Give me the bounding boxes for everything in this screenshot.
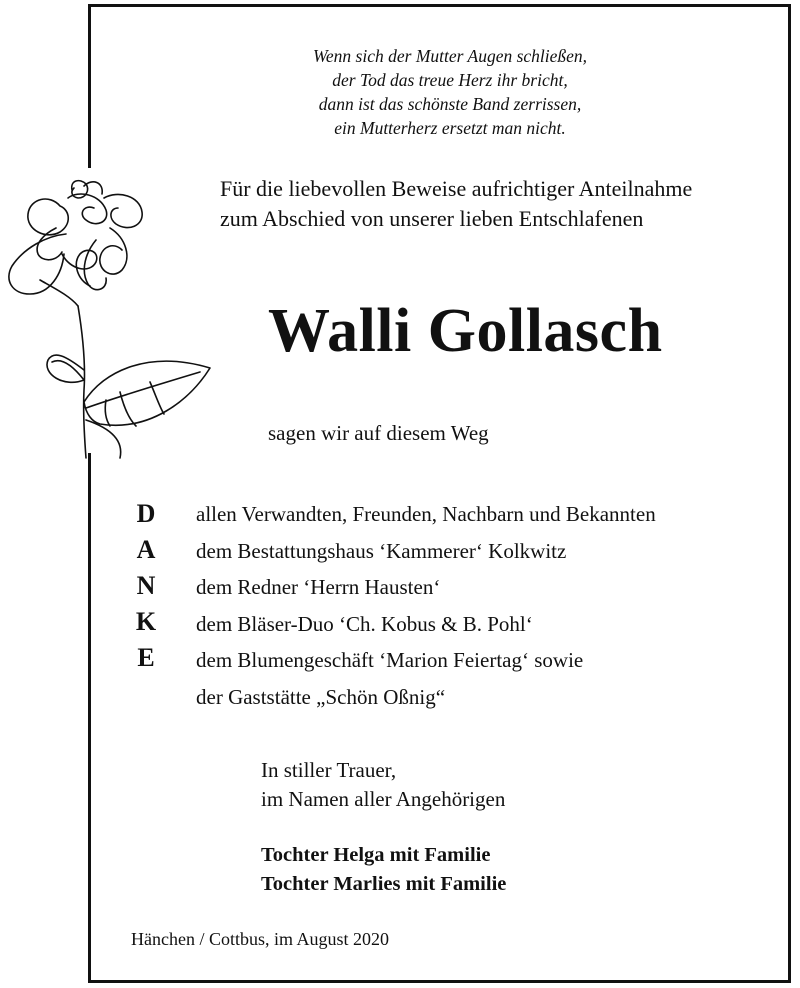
intro-text <box>220 174 692 234</box>
poem-line: Wenn sich der Mutter Augen schließen, <box>312 46 588 66</box>
thanks-line: der Gaststätte „Schön Oßnig“ <box>196 684 446 709</box>
poem-line: der Tod das treue Herz ihr bricht, <box>332 70 568 90</box>
danke-letter: N <box>136 571 156 600</box>
family-line: Tochter Helga mit Familie <box>261 844 491 866</box>
mourning-text <box>261 756 505 814</box>
danke-letter: E <box>137 643 155 672</box>
danke-letter: K <box>135 607 157 636</box>
family-signatures <box>261 841 506 899</box>
thanks-line: dem Redner ‘Herrn Hausten‘ <box>196 575 441 599</box>
family-line: Tochter Marlies mit Familie <box>261 873 507 895</box>
deceased-name: Walli Gollasch <box>268 297 663 365</box>
thanks-line: allen Verwandten, Freunden, Nachbarn und Bekannten <box>196 502 656 526</box>
thanks-list <box>196 496 656 715</box>
closing-phrase: sagen wir auf diesem Weg <box>268 421 489 445</box>
danke-letter: D <box>136 499 156 528</box>
memorial-poem <box>250 44 650 140</box>
poem-line: dann ist das schönste Band zerrissen, <box>318 94 582 114</box>
thanks-line: dem Bestattungshaus ‘Kammerer‘ Kolkwitz <box>196 538 567 563</box>
rose-line-art-icon <box>0 170 220 460</box>
danke-vertical-word <box>132 496 160 676</box>
mourning-line: im Namen aller Angehörigen <box>261 787 506 811</box>
poem-line: ein Mutterherz ersetzt man nicht. <box>334 118 566 138</box>
mourning-line: In stiller Trauer, <box>261 758 397 782</box>
intro-line: Für die liebevollen Beweise aufrichtiger Anteilnahme <box>220 176 693 201</box>
thanks-line: dem Blumengeschäft ‘Marion Feiertag‘ sowie <box>196 648 584 672</box>
danke-letter: A <box>136 535 156 564</box>
intro-line: zum Abschied von unserer lieben Entschlafenen <box>220 206 644 231</box>
place-and-date: Hänchen / Cottbus, im August 2020 <box>131 929 389 949</box>
obituary-frame <box>88 4 791 983</box>
thanks-line: dem Bläser-Duo ‘Ch. Kobus & B. Pohl‘ <box>196 611 533 636</box>
